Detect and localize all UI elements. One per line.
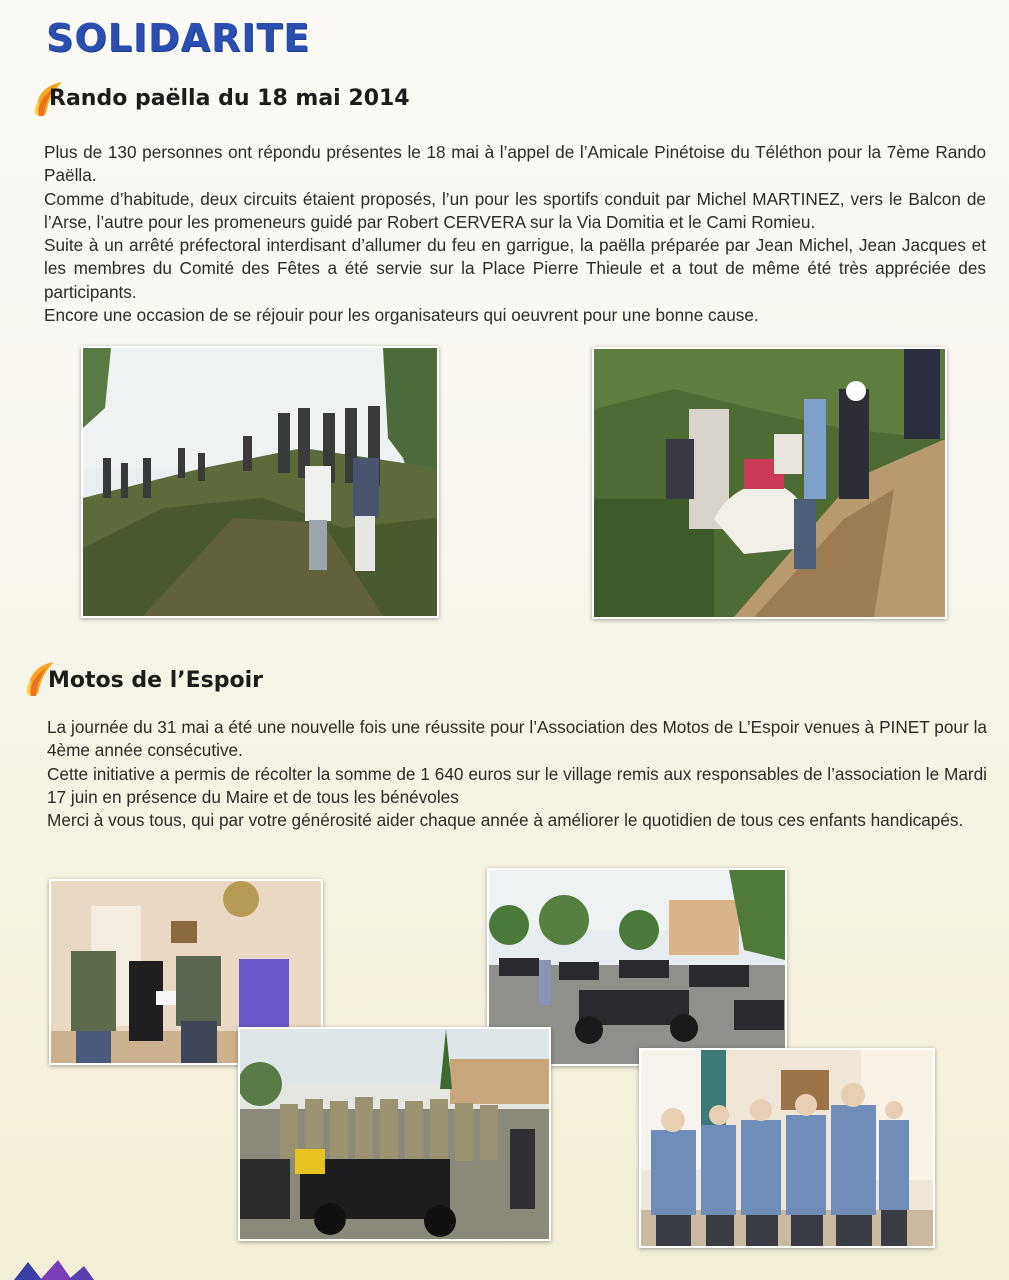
rando-text — [44, 141, 986, 327]
rando-paragraph: Comme d’habitude, deux circuits étaient proposés, l’un pour les sportifs conduit par Michel MARTINEZ, vers le Balcon de l’Arse, l’autre pour les promeneurs guidé par Robert CERVERA sur la Via Domitia et le Cami Romieu. — [44, 188, 986, 232]
bikers-crowd-photo — [238, 1027, 551, 1241]
motos-title: Motos de l’Espoir — [48, 668, 263, 693]
bikers-group-photo — [639, 1048, 935, 1248]
page-title: SOLIDARITE — [46, 16, 311, 60]
rando-heading — [32, 86, 410, 111]
motos-paragraph: Merci à vous tous, qui par votre générosité aider chaque année à améliorer le quotidien de tous ces enfants handicapés. — [47, 810, 964, 831]
hikers-climbing-path-photo — [592, 347, 947, 619]
motos-heading — [24, 668, 263, 693]
motos-paragraph: Cette initiative a permis de récolter la somme de 1 640 euros sur le village remis aux responsables de l’association le Mardi 17 juin en présence du Maire et de tous les bénévoles — [47, 763, 987, 807]
motos-text — [47, 716, 987, 832]
rando-title: Rando paëlla du 18 mai 2014 — [49, 86, 410, 111]
hikers-on-hill-photo — [81, 346, 439, 618]
rando-paragraph: Suite à un arrêté préfectoral interdisant d’allumer du feu en garrigue, la paëlla préparée par Jean Michel, Jean Jacques et les membres du Comité des Fêtes a été servie sur la Place Pierre Thieule et a tout de même été très appréciée des participants. — [44, 235, 986, 302]
corner-decoration — [14, 1258, 94, 1280]
motos-paragraph: La journée du 31 mai a été une nouvelle fois une réussite pour l’Association des Motos de L’Espoir venues à PINET pour la 4ème année consécutive. — [47, 717, 987, 761]
rando-paragraph: Encore une occasion de se réjouir pour les organisateurs qui oeuvrent pour une bonne cause. — [44, 305, 759, 326]
rando-paragraph: Plus de 130 personnes ont répondu présentes le 18 mai à l’appel de l’Amicale Pinétoise du Téléthon pour la 7ème Rando Paëlla. — [44, 142, 986, 186]
